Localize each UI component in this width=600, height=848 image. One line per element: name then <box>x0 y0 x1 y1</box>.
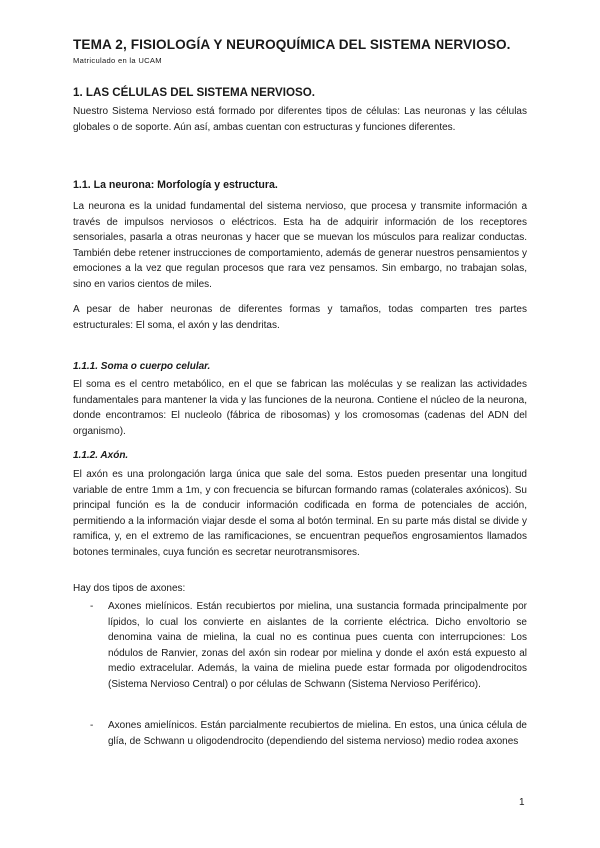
document-title: TEMA 2, FISIOLOGÍA Y NEUROQUÍMICA DEL SISTEMA NERVIOSO. <box>73 37 511 52</box>
neuron-paragraph-1: La neurona es la unidad fundamental del sistema nervioso, que procesa y transmite información a través de impulsos nerviosos o eléctricos. Esta ha de adquirir información de los receptores sensoriales, pasarla a otras neuronas y hacer que se muevan los músculos para realizar conductas. También debe retener instrucciones de comportamiento, además de generar nuestros pensamientos y emociones a la vez que regulan procesos que rara vez pensamos. Sin embargo, no trabajan solas, sino en varios cientos de miles. <box>73 201 527 290</box>
list-item-unmyelinated-axons: Axones amielínicos. Están parcialmente recubiertos de mielina. En estos, una única célula de glía, de Schwann u oligodendrocito (dependiendo del sistema nervioso) medio rodea axones <box>108 720 527 747</box>
list-bullet: - <box>90 720 94 731</box>
neuron-paragraph-2: A pesar de haber neuronas de diferentes formas y tamaños, todas comparten tres partes estructurales: El soma, el axón y las dendritas. <box>73 304 527 331</box>
soma-paragraph: El soma es el centro metabólico, en el que se fabrican las moléculas y se realizan las actividades fundamentales para mantener la vida y las funciones de la neurona. Contiene el núcleo de la neurona, donde encontramos: El nucleolo (fábrica de ribosomas) y los cromosomas (cadenas del ADN del organismo). <box>73 379 527 437</box>
axon-paragraph: El axón es una prolongación larga única que sale del soma. Estos pueden presentar una longitud variable de entre 1mm a 1m, y con frecuencia se bifurcan formando ramas (colaterales axónicos). Su principal función es la de conducir información codificada en forma de potenciales de acción, permitiendo a la información viajar desde el soma al botón terminal. En su parte más distal se divide y ramifica, y, en el extremo de las ramificaciones, se encuentran pequeños engrosamientos llamados botones terminales, cuya función es secretar neurotransmisores. <box>73 469 527 558</box>
document-subtitle: Matriculado en la UCAM <box>73 56 162 65</box>
list-item-myelinated-axons: Axones mielínicos. Están recubiertos por mielina, una sustancia formada principalmente por lípidos, lo cual los convierte en aislantes de la corriente eléctrica. Dicho envoltorio se denomina vaina de mielina, la cual no es continua pues cuenta con interrupciones: Los nódulos de Ranvier, zonas del axón sin rodear por mielina y donde el axón está expuesto al medio extracelular. Además, la vaina de mielina puede estar formada por oligodendrocitos (Sistema Nervioso Central) o por células de Schwann (Sistema Nervioso Periférico). <box>108 601 527 690</box>
section-heading-1-1-1: 1.1.1. Soma o cuerpo celular. <box>73 361 211 372</box>
section-1-intro-paragraph: Nuestro Sistema Nervioso está formado por diferentes tipos de células: Las neuronas y las células globales o de soporte. Aún así, ambas cuentan con estructuras y funciones diferentes. <box>73 106 527 133</box>
axon-types-intro: Hay dos tipos de axones: <box>73 583 186 594</box>
section-heading-1: 1. LAS CÉLULAS DEL SISTEMA NERVIOSO. <box>73 86 316 99</box>
section-heading-1-1-2: 1.1.2. Axón. <box>73 450 129 461</box>
page-number: 1 <box>519 797 525 808</box>
list-bullet: - <box>90 601 94 612</box>
section-heading-1-1: 1.1. La neurona: Morfología y estructura. <box>73 179 278 191</box>
